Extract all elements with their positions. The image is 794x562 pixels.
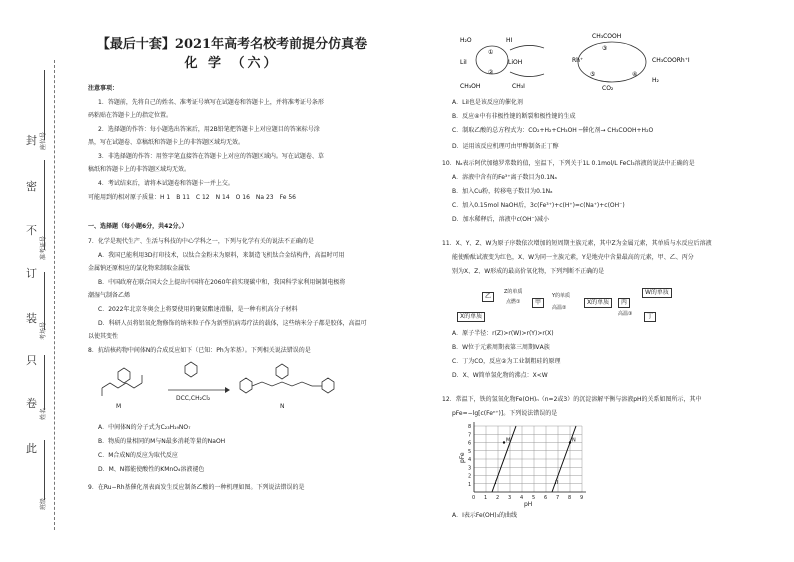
- notes-line: 3．非选择题的作答：用签字笔直接答在答题卡上对应的答题区域内。写在试题卷、草: [98, 153, 324, 160]
- arrow-2-label: 高温②: [552, 305, 567, 311]
- section-heading: 一、选择题（每小题6分，共42分。）: [88, 223, 188, 230]
- series-label-I: I: [495, 479, 497, 486]
- q11-option-d: D．X、W简单氢化物的沸点：X<W: [452, 372, 548, 379]
- molecule-n: [240, 364, 334, 393]
- ticket-number-label: 准考证号: [40, 235, 47, 260]
- q11-stem-cont: 别为X、Z、W形成的最高价氧化物，下列判断不正确的是: [452, 268, 605, 275]
- x-tick-label: 8: [568, 495, 572, 501]
- binding-char: 封: [26, 134, 37, 147]
- atomic-masses: 可能用到的相对原子质量：H 1 B 11 C 12 N 14 O 16 Na 23 Fe 56: [88, 194, 296, 201]
- molecule-m: [102, 368, 142, 396]
- binding-char: 此: [26, 442, 37, 455]
- species-ch3coorh: CH₃COORh⁺I: [652, 57, 690, 64]
- box-jia: 甲: [532, 298, 544, 308]
- exam-room-label: 考场号: [40, 321, 47, 340]
- species-lioh: LiOH: [508, 59, 523, 66]
- class-label: 班级: [40, 497, 47, 510]
- q11-stem: 11．X、Y、Z、W为原子序数依次增加的短周期主族元素，其中Z为金属元素，其单质与水反应后溶液: [442, 240, 712, 247]
- box-x-single-left: X的单质: [457, 312, 485, 322]
- x-tick-label: 1: [484, 495, 488, 501]
- species-co2: CO₂: [602, 85, 614, 92]
- binding-char: 密: [26, 180, 37, 193]
- q7-option-d-cont: 以使其变性: [88, 333, 119, 340]
- box-x-single: X的单质: [584, 298, 612, 308]
- series-label-II: II: [555, 479, 558, 486]
- x-tick-label: 7: [556, 495, 560, 501]
- y-tick-label: 6: [468, 440, 472, 447]
- y-tick-label: 7: [468, 432, 472, 439]
- q10-option-a: A．溶液中含有的Fe³⁺离子数目为0.1Nₐ: [452, 174, 557, 181]
- q7-option-a: A．我国已能利用3D打印技术，以钛合金粉末为原料，来制造飞机钛合金结构件，高温时可用: [98, 252, 345, 259]
- q9-option-c: C．制取乙酸的总方程式为：CO₂+H₂+CH₃OH ─催化剂→ CH₃COOH+H₂O: [452, 127, 654, 134]
- species-rh: Rh⁺: [572, 57, 584, 64]
- y-axis-label: pFe: [459, 452, 466, 463]
- y-tick-label: 2: [468, 473, 472, 480]
- x-tick-label: 2: [496, 495, 500, 501]
- q12-option-a: A．I表示Fe(OH)₃的曲线: [452, 512, 518, 519]
- name-label: 姓名: [40, 407, 47, 420]
- species-hi: HI: [506, 37, 513, 44]
- q12-stem-cont: pFe=−lg[c(Feⁿ⁺)]。下列说法错误的是: [452, 410, 558, 417]
- reaction-arrowhead: [225, 387, 230, 393]
- label-m: M: [116, 403, 122, 410]
- arrow-1-label: 点燃①: [506, 299, 521, 305]
- x-tick-label: 3: [508, 495, 512, 501]
- q11-option-c: C．丁为CO，反应②为工业制粗硅的原理: [452, 358, 561, 365]
- binding-char: 只: [26, 354, 37, 367]
- x-tick-label: 9: [580, 495, 584, 501]
- x-tick-label: 0: [472, 495, 476, 501]
- box-w-single: W的单质: [642, 288, 672, 298]
- x-axis-label: pH: [524, 501, 533, 508]
- species-h2o: H₂O: [460, 37, 472, 44]
- class-line: [44, 440, 45, 500]
- notes-heading: 注意事项：: [88, 85, 119, 92]
- binding-char: 装: [26, 312, 37, 325]
- step-3: ③: [602, 45, 608, 52]
- point-label-M: M: [506, 437, 511, 444]
- q8-option-a: A．中间体N的分子式为C₂₃H₁₉NO₇: [98, 424, 191, 431]
- y-tick-label: 5: [468, 448, 472, 455]
- q8-reaction-scheme: [90, 358, 400, 418]
- q12-pfe-ph-chart: [452, 420, 592, 512]
- q10-option-d: D．加水稀释后，溶液中c(OH⁻)减小: [452, 216, 550, 223]
- seat-number-line: [44, 70, 45, 140]
- binding-char: 卷: [26, 397, 37, 410]
- binding-dash-line: [54, 60, 55, 530]
- q11-option-b: B．W位于元素周期表第三周期ⅣA族: [452, 344, 550, 351]
- exam-subtitle: 化 学 （六）: [184, 56, 280, 71]
- box-bing: 丙: [618, 298, 630, 308]
- species-ch3cooh: CH₃COOH: [592, 33, 622, 40]
- point-label-N: N: [572, 437, 576, 444]
- box-z-label: Z的单质: [504, 289, 523, 295]
- notes-line: 码粘贴在答题卡上的指定位置。: [88, 112, 173, 119]
- notes-line: 4．考试结束后，请将本试题卷和答题卡一并上交。: [98, 180, 234, 187]
- q8-option-b: B．物质的量相同的M与N最多消耗等量的NaOH: [98, 438, 226, 445]
- q7-option-b-cont: 潮湿气制备乙烯: [88, 292, 131, 299]
- step-2: ②: [488, 69, 494, 76]
- q11-stem-cont: 能使酚酞试液变为红色，X、W为同一主族元素，Y是地壳中含量最高的元素，甲、乙、丙分: [452, 254, 694, 261]
- x-tick-label: 4: [520, 495, 524, 501]
- q7-option-b: B．中国政府在联合国大会上提出中国将在2060年前实现碳中和，我国科学家利用铜制电极将: [98, 279, 346, 286]
- q10-option-b: B．加入Cu粉，转移电子数目为0.1Nₐ: [452, 188, 553, 195]
- q8-option-d: D．M、N都能使酸性的KMnO₄溶液褪色: [98, 466, 205, 473]
- notes-line: 1．答题前，先将自己的姓名、准考证号填写在试题卷和答题卡上，并将准考证号条形: [98, 99, 324, 106]
- name-line: [44, 355, 45, 410]
- species-h2: H₂: [652, 77, 659, 84]
- box-ding: 丁: [644, 312, 656, 322]
- y-tick-label: 1: [468, 481, 472, 488]
- q12-stem: 12．常温下，铁的氢氧化物Fe(OH)ₙ（n=2或3）的沉淀溶解平衡与溶液pH的关系如图所示，其中: [442, 396, 702, 403]
- label-n: N: [280, 403, 285, 410]
- notes-line: 稿纸和答题卡上的非答题区域均无效。: [88, 166, 191, 173]
- phenol-ring: [185, 362, 197, 377]
- exam-title: 【最后十套】2021年高考名校考前提分仿真卷: [96, 37, 368, 52]
- box-y-label: Y的单质: [552, 293, 571, 299]
- step-5: ⑤: [590, 71, 596, 78]
- reagent-label: DCC,CH₂Cl₂: [176, 395, 211, 402]
- q7-option-a-cont: 金属钠还原相应的氯化物来制取金属钛: [88, 265, 191, 272]
- step-1: ①: [488, 49, 494, 56]
- x-tick-label: 5: [532, 495, 536, 501]
- q7-option-d: D．科研人员将铝氧化物修饰的纳米粒子作为新型抗病毒疗法的载体，这些纳米分子都是胶体，高温可: [98, 320, 367, 327]
- q9-option-a: A．LiI也是该反应的催化剂: [452, 99, 523, 106]
- q9-stem: 9．在Ru−Rh基催化剂表面发生反应制备乙酸的一种机理如图。下列说法错误的是: [88, 484, 305, 491]
- q10-option-c: C．加入0.15mol NaOH后，3c(Fe³⁺)+c(H⁺)=c(Na⁺)+c(OH⁻): [452, 202, 625, 209]
- point-N: [569, 441, 571, 443]
- point-M: [503, 441, 505, 443]
- link-arrow-bottom: [510, 72, 544, 77]
- q10-stem: 10．Nₐ表示阿伏加德罗常数的值，室温下，下列关于1L 0.1mol/L FeCl₃溶液的说法中正确的是: [442, 160, 695, 167]
- y-tick-label: 8: [468, 424, 472, 430]
- binding-char: 不: [26, 224, 37, 237]
- q8-option-c: C．M合成N的反应为取代反应: [98, 452, 178, 459]
- q9-option-d: D．运用该反应机理可由甲醇制备正丁醇: [452, 143, 559, 150]
- q8-stem: 8．抗结核药物中间体N的合成反应如下（已知：Ph为苯基）。下列相关说法错误的是: [88, 347, 311, 354]
- q7-option-c: C．2022年北京冬奥会上将要使用的聚氨酯速滑服，是一种有机高分子材料: [98, 306, 298, 313]
- species-lii: LiI: [460, 59, 467, 66]
- y-tick-label: 3: [468, 465, 472, 472]
- ticket-number-line: [44, 160, 45, 250]
- q11-option-a: A．原子半径：r(Z)>r(W)>r(Y)>r(X): [452, 330, 554, 337]
- link-arrow-top: [510, 45, 544, 50]
- notes-line: 黑，写在试题卷、草稿纸和答题卡上的非答题区域均无效。: [88, 139, 245, 146]
- notes-line: 2．选择题的作答：每小题选出答案后，用2B铅笔把答题卡上对应题目的答案标号涂: [98, 126, 320, 133]
- species-ch3oh: CH₃OH: [460, 83, 481, 90]
- box-yi: 乙: [482, 292, 494, 302]
- y-tick-label: 4: [468, 457, 472, 463]
- q9-mechanism-diagram: [452, 30, 702, 94]
- binding-margin: [0, 0, 64, 562]
- q7-stem: 7．化学是现代生产、生活与科技的中心学科之一，下列与化学有关的说法不正确的是: [88, 238, 314, 245]
- binding-char: 订: [26, 267, 37, 280]
- arrow-3-label: 高温③: [618, 311, 633, 317]
- x-tick-label: 6: [544, 495, 548, 501]
- q9-option-b: B．反应④中有非极性键的断裂和极性键的生成: [452, 113, 576, 120]
- step-4: ④: [632, 71, 638, 78]
- seat-number-label: 座位号: [40, 131, 47, 150]
- exam-room-line: [44, 272, 45, 330]
- species-ch3i: CH₃I: [512, 83, 525, 90]
